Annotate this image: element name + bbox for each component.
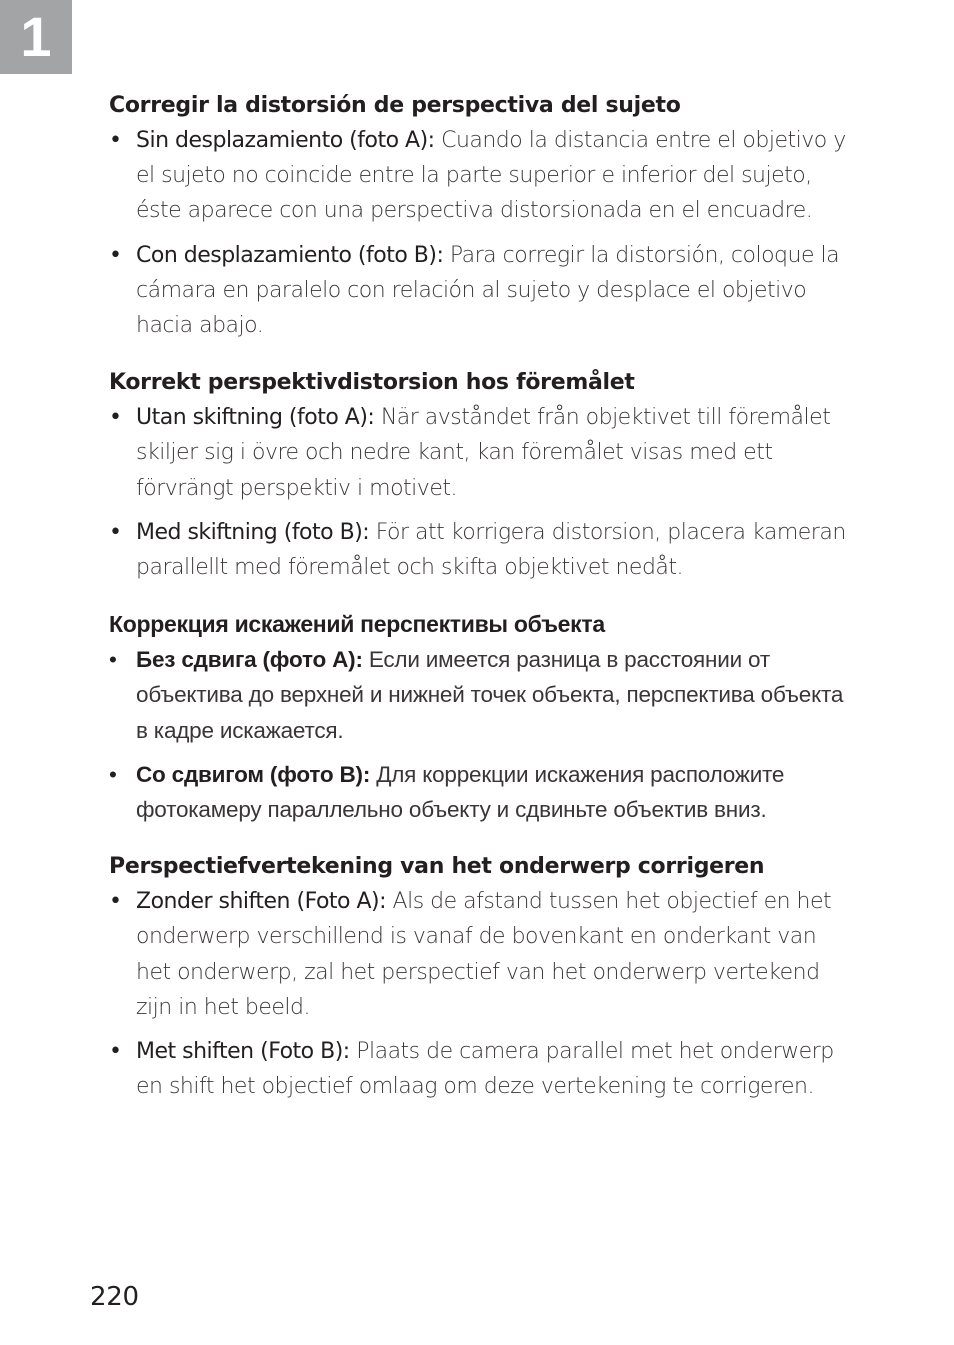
bullet-icon: • [109,647,117,673]
bullet-icon: • [109,519,122,545]
bullet-lead: Med skiftning (foto B): [136,519,370,545]
list-item [109,1034,849,1104]
list-item [109,123,849,229]
section-russian [109,607,849,827]
bullet-list [109,884,849,1104]
bullet-list [109,400,849,585]
bullet-icon: • [109,128,122,153]
bullet-lead: Без сдвига (фото A): [136,647,363,673]
bullet-text: Cuando la distancia entre el objetivo y el sujeto no coincide entre la parte superior e inferior del sujeto, éste aparece con una perspectiva distorsionada en el encuadre. [136,128,846,224]
bullet-text: Para corregir la distorsión, coloque la cámara en paralelo con relación al sujeto y desplace el objetivo hacia abajo. [136,242,840,339]
bullet-icon: • [109,242,122,268]
list-item [109,884,849,1025]
bullet-lead: Utan skiftning (foto A): [136,405,375,431]
page-content [109,88,849,1120]
section-title: Korrekt perspektivdistorsion hos föremålet [109,370,635,396]
list-item [109,642,849,748]
bullet-text: Для коррекции искажения расположите фотокамеру параллельно объекту и сдвиньте объектив вниз. [136,761,785,823]
list-item [109,515,849,585]
section-title: Коррекция искажений перспективы объекта [109,611,605,638]
section-spanish [109,88,849,343]
page-number: 220 [90,1282,139,1312]
bullet-lead: Sin desplazamiento (foto A): [136,128,435,153]
list-item [109,238,849,344]
bullet-text: Als de afstand tussen het objectief en het onderwerp verschillend is vanaf de bovenkant en onderkant van het onderwerp, zal het perspectief van het onderwerp vertekend zijn in het beeld. [136,889,832,1020]
bullet-text: Plaats de camera parallel met het onderwerp en shift het objectief omlaag om deze vertekening te corrigeren. [136,1039,834,1100]
section-dutch [109,849,849,1104]
bullet-list [109,123,849,343]
chapter-tab: 1 [0,0,72,74]
section-title: Perspectiefvertekening van het onderwerp corrigeren [109,854,765,880]
bullet-text: Если имеется разница в расстоянии от объектива до верхней и нижней точек объекта, перспектива объекта в кадре искажается. [136,647,844,743]
bullet-icon: • [109,1039,122,1065]
list-item [109,757,849,827]
bullet-lead: Con desplazamiento (foto B): [136,242,444,268]
section-swedish [109,365,849,585]
bullet-icon: • [109,761,117,787]
bullet-lead: Со сдвигом (фото B): [136,761,371,787]
bullet-text: För att korrigera distorsion, placera kameran parallellt med föremålet och skifta objektivet nedåt. [136,519,846,581]
section-title: Corregir la distorsión de perspectiva del sujeto [109,93,681,118]
bullet-icon: • [109,889,122,915]
bullet-list [109,642,849,827]
list-item [109,400,849,506]
bullet-lead: Zonder shiften (Foto A): [136,889,387,915]
bullet-icon: • [109,405,122,431]
bullet-lead: Met shiften (Foto B): [136,1039,350,1065]
bullet-text: När avståndet från objektivet till föremålet skiljer sig i övre och nedre kant, kan föremålet visas med ett förvrängt perspektiv i motivet. [136,405,831,501]
